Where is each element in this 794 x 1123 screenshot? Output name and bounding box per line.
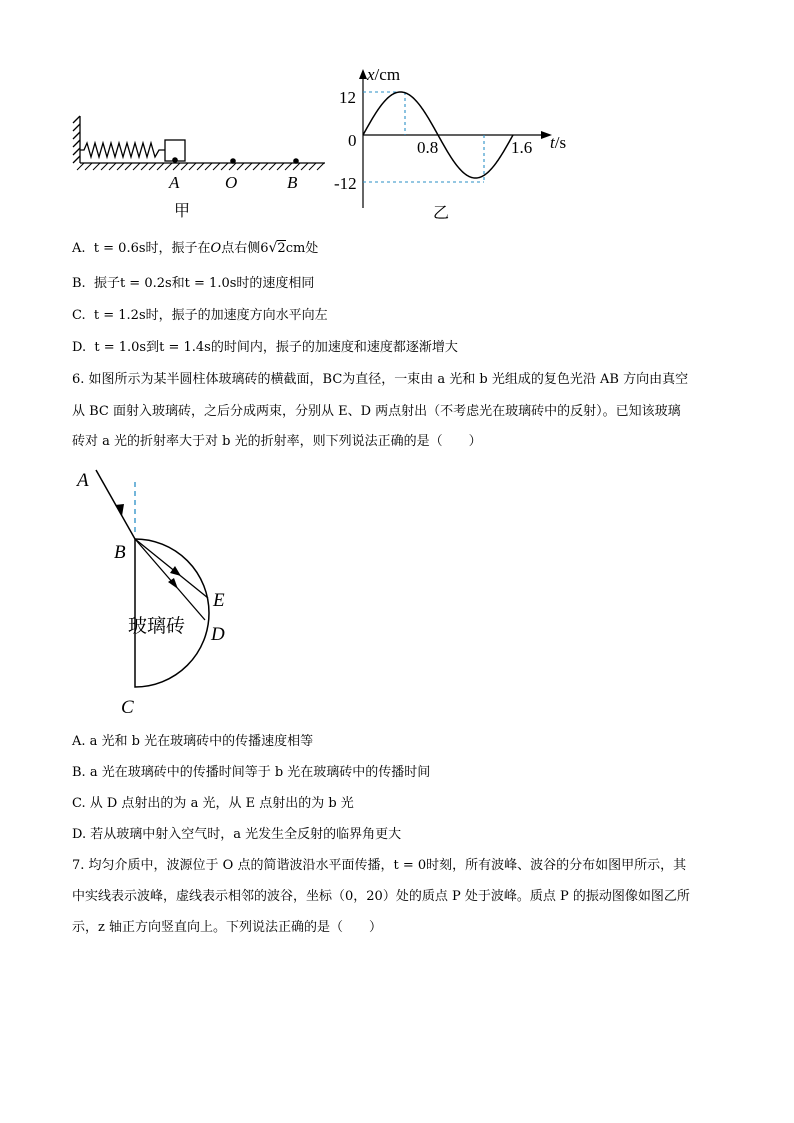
origin-label: 0 [348, 131, 357, 150]
q5-option-d: D. t = 1.0s到t = 1.4s的时间内，振子的加速度和速度都逐渐增大 [72, 340, 458, 355]
point-o-dot [230, 158, 236, 164]
label-a: A [169, 173, 180, 192]
tick-label-1.6: 1.6 [511, 138, 533, 157]
y-axis-arrow [359, 69, 367, 79]
caption-jia: 甲 [174, 203, 191, 220]
q6-stem-line-2: 从 BC 面射入玻璃砖，之后分成两束，分别从 E、D 两点射出（不考虑光在玻璃砖中的反射）。已知该玻璃 [72, 404, 681, 419]
label-d: D [211, 624, 225, 645]
label-b: B [114, 542, 126, 563]
label-o: O [225, 173, 238, 192]
q5-option-c-text: t = 1.2s时，振子的加速度方向水平向左 [93, 308, 328, 323]
q6-option-b: B. a 光在玻璃砖中的传播时间等于 b 光在玻璃砖中的传播时间 [72, 765, 431, 780]
q6-stem-line-1: 6. 如图所示为某半圆柱体玻璃砖的横截面，BC为直径，一束由 a 光和 b 光组成的复色光沿 AB 方向由真空 [72, 372, 689, 387]
point-b-dot [293, 158, 299, 164]
ray-e-arrow [170, 566, 181, 576]
x-axis-label: t/s [550, 133, 567, 152]
label-e: E [213, 590, 225, 611]
tick-label-0.8: 0.8 [417, 138, 439, 157]
spring-oscillator-figure [70, 110, 340, 225]
q5-option-a-text: t = 0.6s时，振子在 [93, 241, 211, 256]
q5-option-c: C. t = 1.2s时，振子的加速度方向水平向左 [72, 308, 328, 323]
y-axis-label: x/cm [367, 65, 401, 84]
caption-yi: 乙 [433, 205, 450, 222]
q6-option-d: D. 若从玻璃中射入空气时，a 光发生全反射的临界角更大 [72, 827, 402, 842]
q7-stem-line-2: 中实线表示波峰，虚线表示相邻的波谷，坐标（0，20）处的质点 P 处于波峰。质点 P 的振动图像如图乙所 [72, 889, 690, 904]
y-min-label: -12 [334, 174, 357, 193]
q5-option-b: B. 振子t = 0.2s和t = 1.0s时的速度相同 [72, 276, 315, 291]
ray-to-d [135, 539, 205, 620]
q5-option-b-text: 振子t = 0.2s和t = 1.0s时的速度相同 [93, 276, 315, 291]
glass-label: 玻璃砖 [128, 616, 186, 637]
q7-stem-line-3: 示，z 轴正方向竖直向上。下列说法正确的是（ ） [72, 920, 382, 935]
incident-arrow [115, 504, 124, 516]
q6-option-c: C. 从 D 点射出的为 a 光，从 E 点射出的为 b 光 [72, 796, 354, 811]
displacement-time-graph [330, 60, 580, 225]
semicircle-outline [135, 539, 209, 687]
y-max-label: 12 [339, 88, 356, 107]
q6-option-a: A. a 光和 b 光在玻璃砖中的传播速度相等 [72, 734, 314, 749]
label-c: C [121, 697, 134, 718]
spring [80, 143, 165, 157]
label-a: A [77, 470, 89, 491]
glass-brick-figure [70, 464, 250, 724]
q5-option-a: A. t = 0.6s时，振子在O点右侧6√2cm处 [72, 240, 319, 256]
q5-option-d-text: t = 1.0s到t = 1.4s的时间内，振子的加速度和速度都逐渐增大 [94, 340, 458, 355]
q6-stem-line-3: 砖对 a 光的折射率大于对 b 光的折射率，则下列说法正确的是（ ） [72, 434, 482, 449]
incident-ray [96, 470, 135, 539]
q7-stem-line-1: 7. 均匀介质中，波源位于 O 点的简谐波沿水平面传播，t = 0时刻，所有波峰、波谷的分布如图甲所示，其 [72, 858, 687, 873]
label-b: B [287, 173, 298, 192]
point-a-dot [172, 157, 178, 163]
